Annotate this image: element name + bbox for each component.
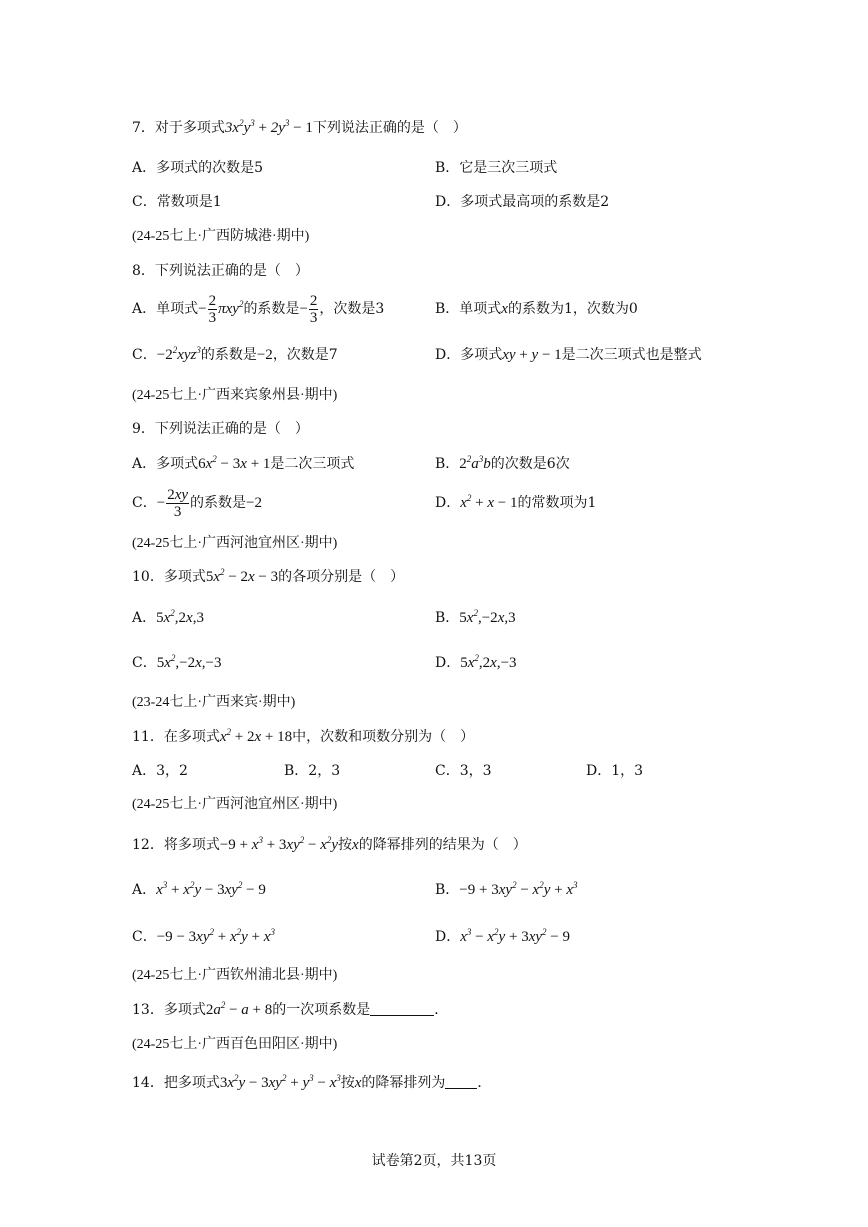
question-number: 10． [132, 569, 164, 585]
question-source: (24-25七上·广西百色田阳区·期中) [132, 1037, 338, 1052]
question-9-stem [132, 420, 309, 438]
question-7-stem [132, 119, 467, 137]
option-c: C．常数项是1 [132, 194, 222, 210]
question-source: (24-25七上·广西河池宜州区·期中) [132, 797, 338, 812]
option-b: B．2，3 [284, 763, 341, 779]
option-c: C．3，3 [435, 763, 492, 779]
question-12-stem: 12．将多项式$-9 + x^3 + 3xy^2 - x^2y$按x的降幂排列的结果为（ ） [132, 835, 527, 853]
page-footer: 试卷第2页，共13页 [371, 1153, 497, 1169]
option-d: D．多项式xy + y − 1是二次三项式也是整式 [435, 347, 702, 363]
option-a: A．3，2 [132, 763, 188, 779]
option-c: C．$5x^2,-2x,-3$ [132, 653, 222, 671]
question-number: 14． [132, 1075, 164, 1091]
option-b: B．$2^2a^3b$的次数是6次 [435, 454, 570, 472]
option-d: D．$5x^2,2x,-3$ [435, 653, 517, 671]
question-text: 下列说法正确的是（ ） [154, 263, 309, 279]
answer-blank[interactable] [370, 1001, 434, 1016]
monomial-expression: − $\frac{2}{3}$ πxy$^2$ [198, 293, 244, 327]
question-number: 11． [132, 729, 164, 745]
option-b: B．它是三次三项式 [435, 160, 558, 176]
option-a: A．多项式的次数是5 [132, 160, 264, 176]
question-source: (23-24七上·广西来宾·期中) [132, 695, 296, 710]
option-d: D．$x^3 - x^2y + 3xy^2 - 9$ [435, 927, 570, 945]
question-text: 下列说法正确的是（ ） [312, 120, 467, 136]
option-b: B．$5x^2,-2x,3$ [435, 608, 516, 626]
option-c: C．− $\frac{2xy}{3}$ 的系数是−2 [132, 487, 262, 521]
question-source: (24-25七上·广西河池宜州区·期中) [132, 536, 338, 551]
polynomial-expression: $3x^2y^3 + 2y^3 - 1$ [224, 118, 313, 136]
option-d: D．1，3 [586, 763, 644, 779]
option-c: C．$-9 - 3xy^2 + x^2y + x^3$ [132, 927, 275, 945]
option-a: A．多项式$6x^2 - 3x + 1$是二次三项式 [132, 454, 355, 472]
question-14-stem: 14．把多项式$3x^2y - 3xy^2 + y^3 - x^3$按x的降幂排列为 ． [132, 1073, 492, 1091]
question-source: (24-25七上·广西防城港·期中) [132, 229, 310, 244]
question-text: 下列说法正确的是（ ） [154, 421, 309, 437]
question-number: 8． [132, 263, 155, 279]
question-number: 12． [132, 837, 164, 853]
option-a: A．$5x^2,2x,3$ [132, 608, 204, 626]
question-13-stem: 13．多项式$2a^2 - a + 8$的一次项系数是 ． [132, 1000, 449, 1018]
option-a: A．$x^3 + x^2y - 3xy^2 - 9$ [132, 880, 266, 898]
monomial-expression: $-2^2xyz^3$ [156, 345, 201, 363]
option-d: D．$x^2 + x - 1$的常数项为1 [435, 493, 597, 511]
option-b: B．单项式x的系数为1，次数为0 [435, 301, 638, 317]
question-10-stem: 10．多项式$5x^2 - 2x - 3$的各项分别是（ ） [132, 567, 405, 585]
option-b: B．$-9 + 3xy^2 - x^2y + x^3$ [435, 880, 578, 898]
question-number: 9． [132, 421, 155, 437]
question-8-stem [132, 262, 309, 280]
option-c: C．$-2^2xyz^3$的系数是−2，次数是7 [132, 345, 338, 363]
question-11-stem: 11．在多项式$x^2 + 2x + 18$中，次数和项数分别为（ ） [132, 727, 475, 745]
question-source: (24-25七上·广西来宾象州县·期中) [132, 388, 338, 403]
option-a: A．单项式− $\frac{2}{3}$ πxy$^2$的系数是− $\frac{2}{3}$ ，次数是3 [132, 293, 385, 327]
question-number: 7． [132, 120, 155, 136]
question-source: (24-25七上·广西钦州浦北县·期中) [132, 968, 338, 983]
option-d: D．多项式最高项的系数是2 [435, 194, 610, 210]
answer-blank[interactable] [445, 1074, 477, 1089]
question-text: 对于多项式 [154, 120, 225, 136]
question-number: 13． [132, 1002, 164, 1018]
